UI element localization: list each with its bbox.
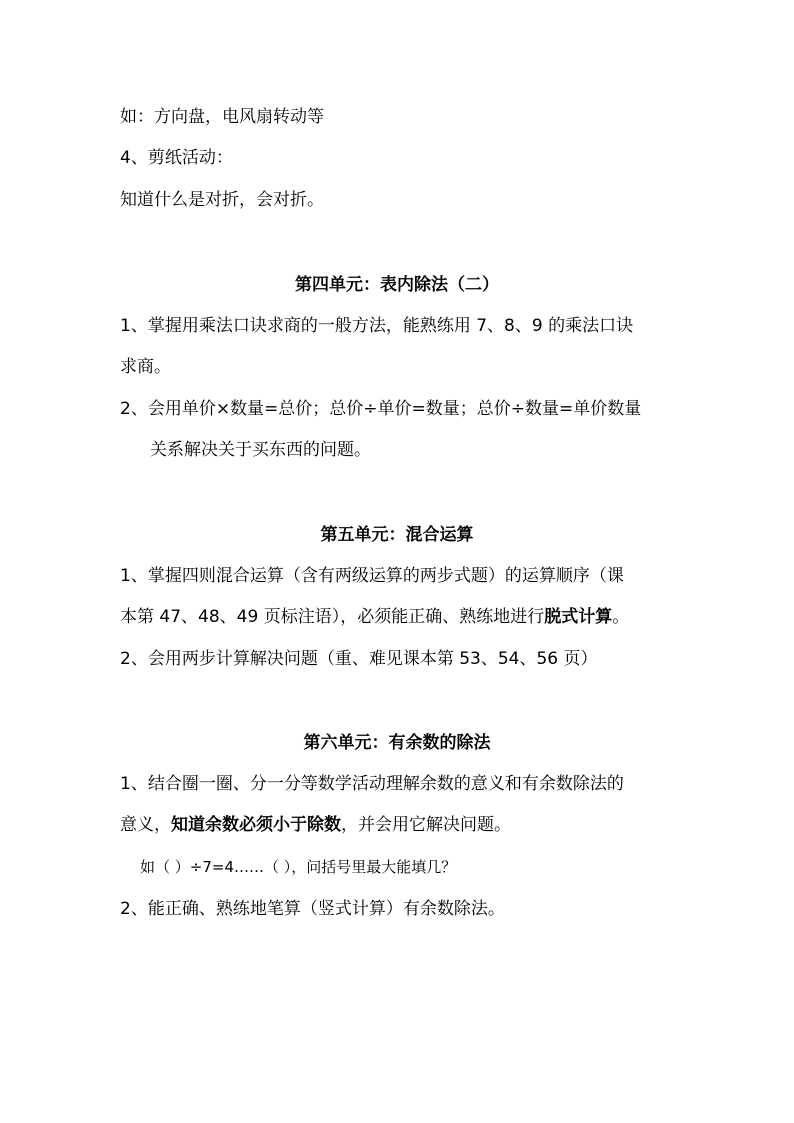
text-line: 1、结合圈一圈、分一分等数学活动理解余数的意义和有余数除法的 <box>120 774 624 794</box>
text-line: 知道什么是对折，会对折。 <box>120 190 324 210</box>
text-line <box>120 815 511 835</box>
text-span: ，并会用它解决问题。 <box>341 815 511 835</box>
text-line: 2、会用单价×数量=总价；总价÷单价=数量；总价÷数量=单价数量 <box>120 399 642 419</box>
text-line: 4、剪纸活动： <box>120 148 233 168</box>
text-line: 求商。 <box>120 357 171 377</box>
text-span: 意义， <box>120 815 171 835</box>
text-line <box>120 607 629 627</box>
unit6-heading: 第六单元：有余数的除法 <box>303 733 491 753</box>
text-line: 关系解决关于买东西的问题。 <box>150 440 371 460</box>
text-line: 1、掌握用乘法口诀求商的一般方法，能熟练用 7、8、9 的乘法口诀 <box>120 316 634 336</box>
text-line: 2、会用两步计算解决问题（重、难见课本第 53、54、56 页） <box>120 649 598 669</box>
emphasis-text: 脱式计算 <box>544 607 613 627</box>
text-span: 。 <box>612 607 630 627</box>
example-line: 如（ ）÷7=4……（ ），问括号里最大能填几？ <box>140 858 457 876</box>
emphasis-text: 知道余数必须小于除数 <box>171 815 341 835</box>
unit5-heading: 第五单元：混合运算 <box>320 525 474 545</box>
unit4-heading: 第四单元：表内除法（二） <box>295 275 499 295</box>
text-line: 1、掌握四则混合运算（含有两级运算的两步式题）的运算顺序（课 <box>120 566 624 586</box>
text-line: 如：方向盘，电风扇转动等 <box>120 107 324 127</box>
text-span: 本第 47、48、49 页标注语），必须能正确、熟练地进行 <box>120 607 545 627</box>
text-line: 2、能正确、熟练地笔算（竖式计算）有余数除法。 <box>120 899 505 919</box>
